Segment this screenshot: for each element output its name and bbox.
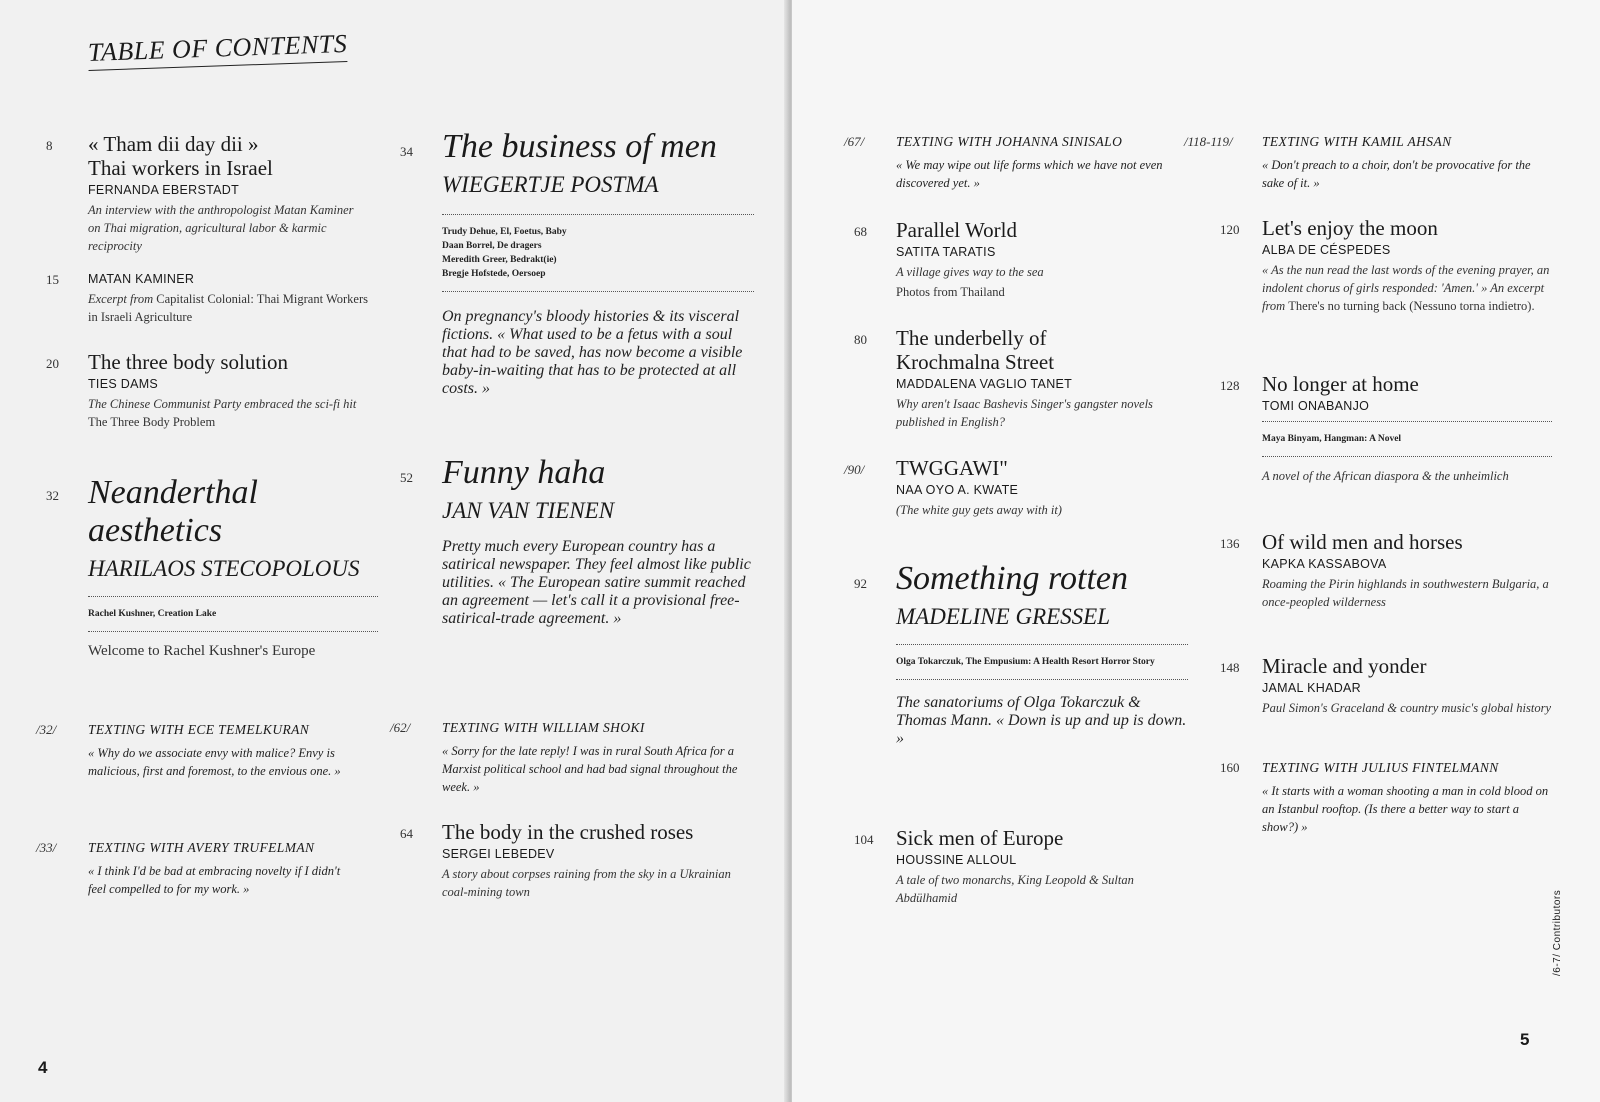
texting-entry[interactable]	[390, 720, 742, 796]
entry-title: TWGGAWI"	[896, 456, 1008, 480]
feature-author: HARILAOS STECOPOLOUS	[88, 556, 360, 581]
book-credit: Meredith Greer, Bedrakt(ie)	[442, 255, 557, 265]
entry-description: An interview with the anthropologist Matan Kaminer on Thai migration, agricultural labor & karmic reciprocity	[88, 203, 354, 253]
texting-heading: TEXTING WITH JOHANNA SINISALO	[896, 134, 1123, 149]
texting-quote: « I think I'd be bad at embracing novelty if I didn't feel compelled to for my work. »	[88, 864, 341, 896]
texting-quote: « It starts with a woman shooting a man in cold blood on an Istanbul rooftop. (Is there a better way to start a show?) »	[1262, 784, 1549, 834]
entry-author: SATITA TARATIS	[896, 245, 996, 259]
entry-title: Parallel World	[896, 218, 1017, 242]
page-number: /90/	[844, 462, 865, 477]
feature-description: On pregnancy's bloody histories & its visceral fictions. « What used to be a fetus with a soul that had to be saved, has now become a visible baby-in-waiting that has to be protected at all costs. »	[442, 308, 743, 397]
page-number: /62/	[390, 720, 411, 735]
left-page	[0, 0, 790, 1102]
entry-description: Why aren't Isaac Bashevis Singer's gangster novels published in English?	[896, 397, 1153, 429]
entry-author: HOUSSINE ALLOUL	[896, 853, 1017, 867]
entry-title: The three body solution	[88, 350, 289, 374]
book-title: Capitalist Colonial: Thai Migrant Workers in Israeli Agriculture	[88, 292, 368, 324]
texting-entry[interactable]	[36, 840, 348, 898]
entry-title: Miracle and yonder	[1262, 654, 1427, 678]
texting-quote: « Why do we associate envy with malice? Envy is malicious, first and foremost, to the envious one. »	[88, 746, 341, 778]
texting-entry[interactable]	[1184, 134, 1552, 192]
texting-entry[interactable]	[844, 134, 1196, 192]
feature-title: The business of men	[442, 128, 717, 165]
feature-title: Neanderthal	[88, 474, 258, 511]
toc-entry[interactable]	[854, 218, 1196, 301]
toc-entry[interactable]	[400, 820, 754, 901]
page-number: 80	[854, 332, 867, 347]
entry-title: The body in the crushed roses	[442, 820, 694, 844]
entry-description: Paul Simon's Graceland & country music's global history	[1262, 701, 1552, 715]
divider	[442, 214, 754, 215]
entry-description: Excerpt from	[88, 292, 157, 306]
entry-author: NAA OYO A. KWATE	[896, 483, 1019, 497]
page-number: 136	[1220, 536, 1240, 551]
feature-entry[interactable]	[854, 560, 1188, 748]
page-number: 128	[1220, 378, 1240, 393]
feature-description: Welcome to Rachel Kushner's Europe	[88, 643, 316, 659]
entry-description: Photos from Thailand	[896, 285, 1005, 299]
page-number: 8	[46, 138, 53, 153]
entry-author: SERGEI LEBEDEV	[442, 847, 555, 861]
feature-author: MADELINE GRESSEL	[896, 604, 1111, 629]
divider	[88, 631, 378, 632]
toc-title: TABLE OF CONTENTS	[87, 29, 347, 71]
feature-description: The sanatoriums of Olga Tokarczuk & Thomas Mann. « Down is up and up is down. »	[896, 694, 1187, 747]
toc-entry[interactable]	[1220, 654, 1552, 717]
contributors-side-label: /6-7/ Contributors	[1552, 889, 1563, 976]
page-number: 120	[1220, 222, 1240, 237]
entry-title: Krochmalna Street	[896, 350, 1055, 374]
toc-entry[interactable]	[46, 132, 358, 255]
texting-entry[interactable]	[36, 722, 378, 780]
texting-heading: TEXTING WITH WILLIAM SHOKI	[442, 720, 645, 735]
feature-entry[interactable]	[46, 474, 378, 660]
page-number: 148	[1220, 660, 1240, 675]
page-folio: 5	[1520, 1030, 1530, 1049]
texting-heading: TEXTING WITH ECE TEMELKURAN	[88, 722, 310, 737]
texting-quote: « Sorry for the late reply! I was in rural South Africa for a Marxist political school and had bad signal throughout the week. »	[442, 744, 738, 794]
page-number: 32	[46, 488, 59, 503]
right-page	[792, 0, 1600, 1102]
entry-description: « As the nun read the last words of the evening prayer, an indolent chorus of girls responded: 'Amen.' » An excerpt from	[1262, 263, 1550, 313]
toc-entry[interactable]	[46, 272, 378, 326]
entry-title: Thai workers in Israel	[88, 156, 273, 180]
feature-author: JAN VAN TIENEN	[442, 498, 615, 523]
divider	[896, 644, 1188, 645]
feature-entry[interactable]	[400, 128, 754, 398]
texting-quote: « Don't preach to a choir, don't be provocative for the sake of it. »	[1262, 158, 1531, 190]
entry-title: « Tham dii day dii »	[88, 132, 259, 156]
divider	[442, 291, 754, 292]
toc-entry[interactable]	[1220, 530, 1552, 611]
divider	[1262, 456, 1552, 457]
feature-title: Funny haha	[442, 454, 606, 491]
feature-title: aesthetics	[88, 512, 223, 549]
texting-heading: TEXTING WITH KAMIL AHSAN	[1262, 134, 1452, 149]
entry-description: A tale of two monarchs, King Leopold & Sultan Abdülhamid	[896, 873, 1134, 905]
divider	[88, 596, 378, 597]
entry-author: JAMAL KHADAR	[1262, 681, 1361, 695]
book-credit: Maya Binyam, Hangman: A Novel	[1262, 434, 1402, 444]
entry-author: MADDALENA VAGLIO TANET	[896, 377, 1073, 391]
page-number: 160	[1220, 760, 1240, 775]
page-number: /118-119/	[1184, 134, 1233, 149]
page-number: 64	[400, 826, 413, 841]
entry-description: Roaming the Pirin highlands in southwestern Bulgaria, a once-peopled wilderness	[1262, 577, 1549, 609]
texting-heading: TEXTING WITH JULIUS FINTELMANN	[1262, 760, 1499, 775]
book-credit: Trudy Dehue, El, Foetus, Baby	[442, 227, 567, 237]
entry-title: No longer at home	[1262, 372, 1419, 396]
page-number: 92	[854, 576, 867, 591]
entry-author: KAPKA KASSABOVA	[1262, 557, 1387, 571]
entry-description: A village gives way to the sea	[896, 265, 1044, 279]
toc-entry[interactable]	[854, 826, 1188, 907]
entry-author: MATAN KAMINER	[88, 272, 195, 286]
book-credit: Olga Tokarczuk, The Empusium: A Health Resort Horror Story	[896, 657, 1155, 667]
page-number: /32/	[36, 722, 57, 737]
entry-author: FERNANDA EBERSTADT	[88, 183, 240, 197]
feature-title: Something rotten	[896, 560, 1128, 597]
entry-author: TOMI ONABANJO	[1262, 399, 1370, 413]
entry-description: The Chinese Communist Party embraced the sci-fi hit	[88, 397, 357, 411]
page-number: 68	[854, 224, 867, 239]
page-folio: 4	[38, 1058, 48, 1077]
feature-description: Pretty much every European country has a satirical newspaper. They feel almost like public utilities. « The European satire summit reached an agreement — let's call it a provisional free-satirical-trade agreement. »	[442, 538, 751, 627]
entry-title: Of wild men and horses	[1262, 530, 1463, 554]
feature-author: WIEGERTJE POSTMA	[442, 172, 659, 197]
book-title: The Three Body Problem	[88, 415, 216, 429]
texting-entry[interactable]	[1220, 760, 1552, 836]
entry-author: ALBA DE CÉSPEDES	[1262, 243, 1391, 257]
texting-quote: « We may wipe out life forms which we have not even discovered yet. »	[896, 158, 1163, 190]
page-number: 20	[46, 356, 59, 371]
page-number: /33/	[36, 840, 57, 855]
divider	[1262, 421, 1552, 422]
toc-entry[interactable]	[854, 326, 1196, 431]
book-credit: Daan Borrel, De dragers	[442, 241, 542, 251]
feature-entry[interactable]	[400, 454, 754, 628]
toc-entry[interactable]	[1220, 372, 1552, 485]
entry-title: Sick men of Europe	[896, 826, 1064, 850]
book-title: There's no turning back (Nessuno torna indietro).	[1288, 299, 1535, 313]
page-number: 104	[854, 832, 874, 847]
entry-description: A novel of the African diaspora & the unheimlich	[1262, 469, 1509, 483]
divider	[896, 679, 1188, 680]
entry-title: Let's enjoy the moon	[1262, 216, 1438, 240]
entry-description: A story about corpses raining from the sky in a Ukrainian coal-mining town	[442, 867, 731, 899]
entry-author: TIES DAMS	[88, 377, 159, 391]
page-number: 15	[46, 272, 59, 287]
book-credit: Bregje Hofstede, Oersoep	[442, 269, 546, 279]
book-credit: Rachel Kushner, Creation Lake	[88, 609, 217, 619]
entry-title: The underbelly of	[896, 326, 1047, 350]
entry-description: (The white guy gets away with it)	[896, 503, 1062, 517]
texting-heading: TEXTING WITH AVERY TRUFELMAN	[88, 840, 315, 855]
page-number: /67/	[844, 134, 865, 149]
page-number: 34	[400, 144, 413, 159]
page-number: 52	[400, 470, 413, 485]
toc-entry[interactable]	[844, 456, 1196, 519]
toc-entry[interactable]	[46, 350, 378, 431]
toc-entry[interactable]	[1220, 216, 1552, 315]
